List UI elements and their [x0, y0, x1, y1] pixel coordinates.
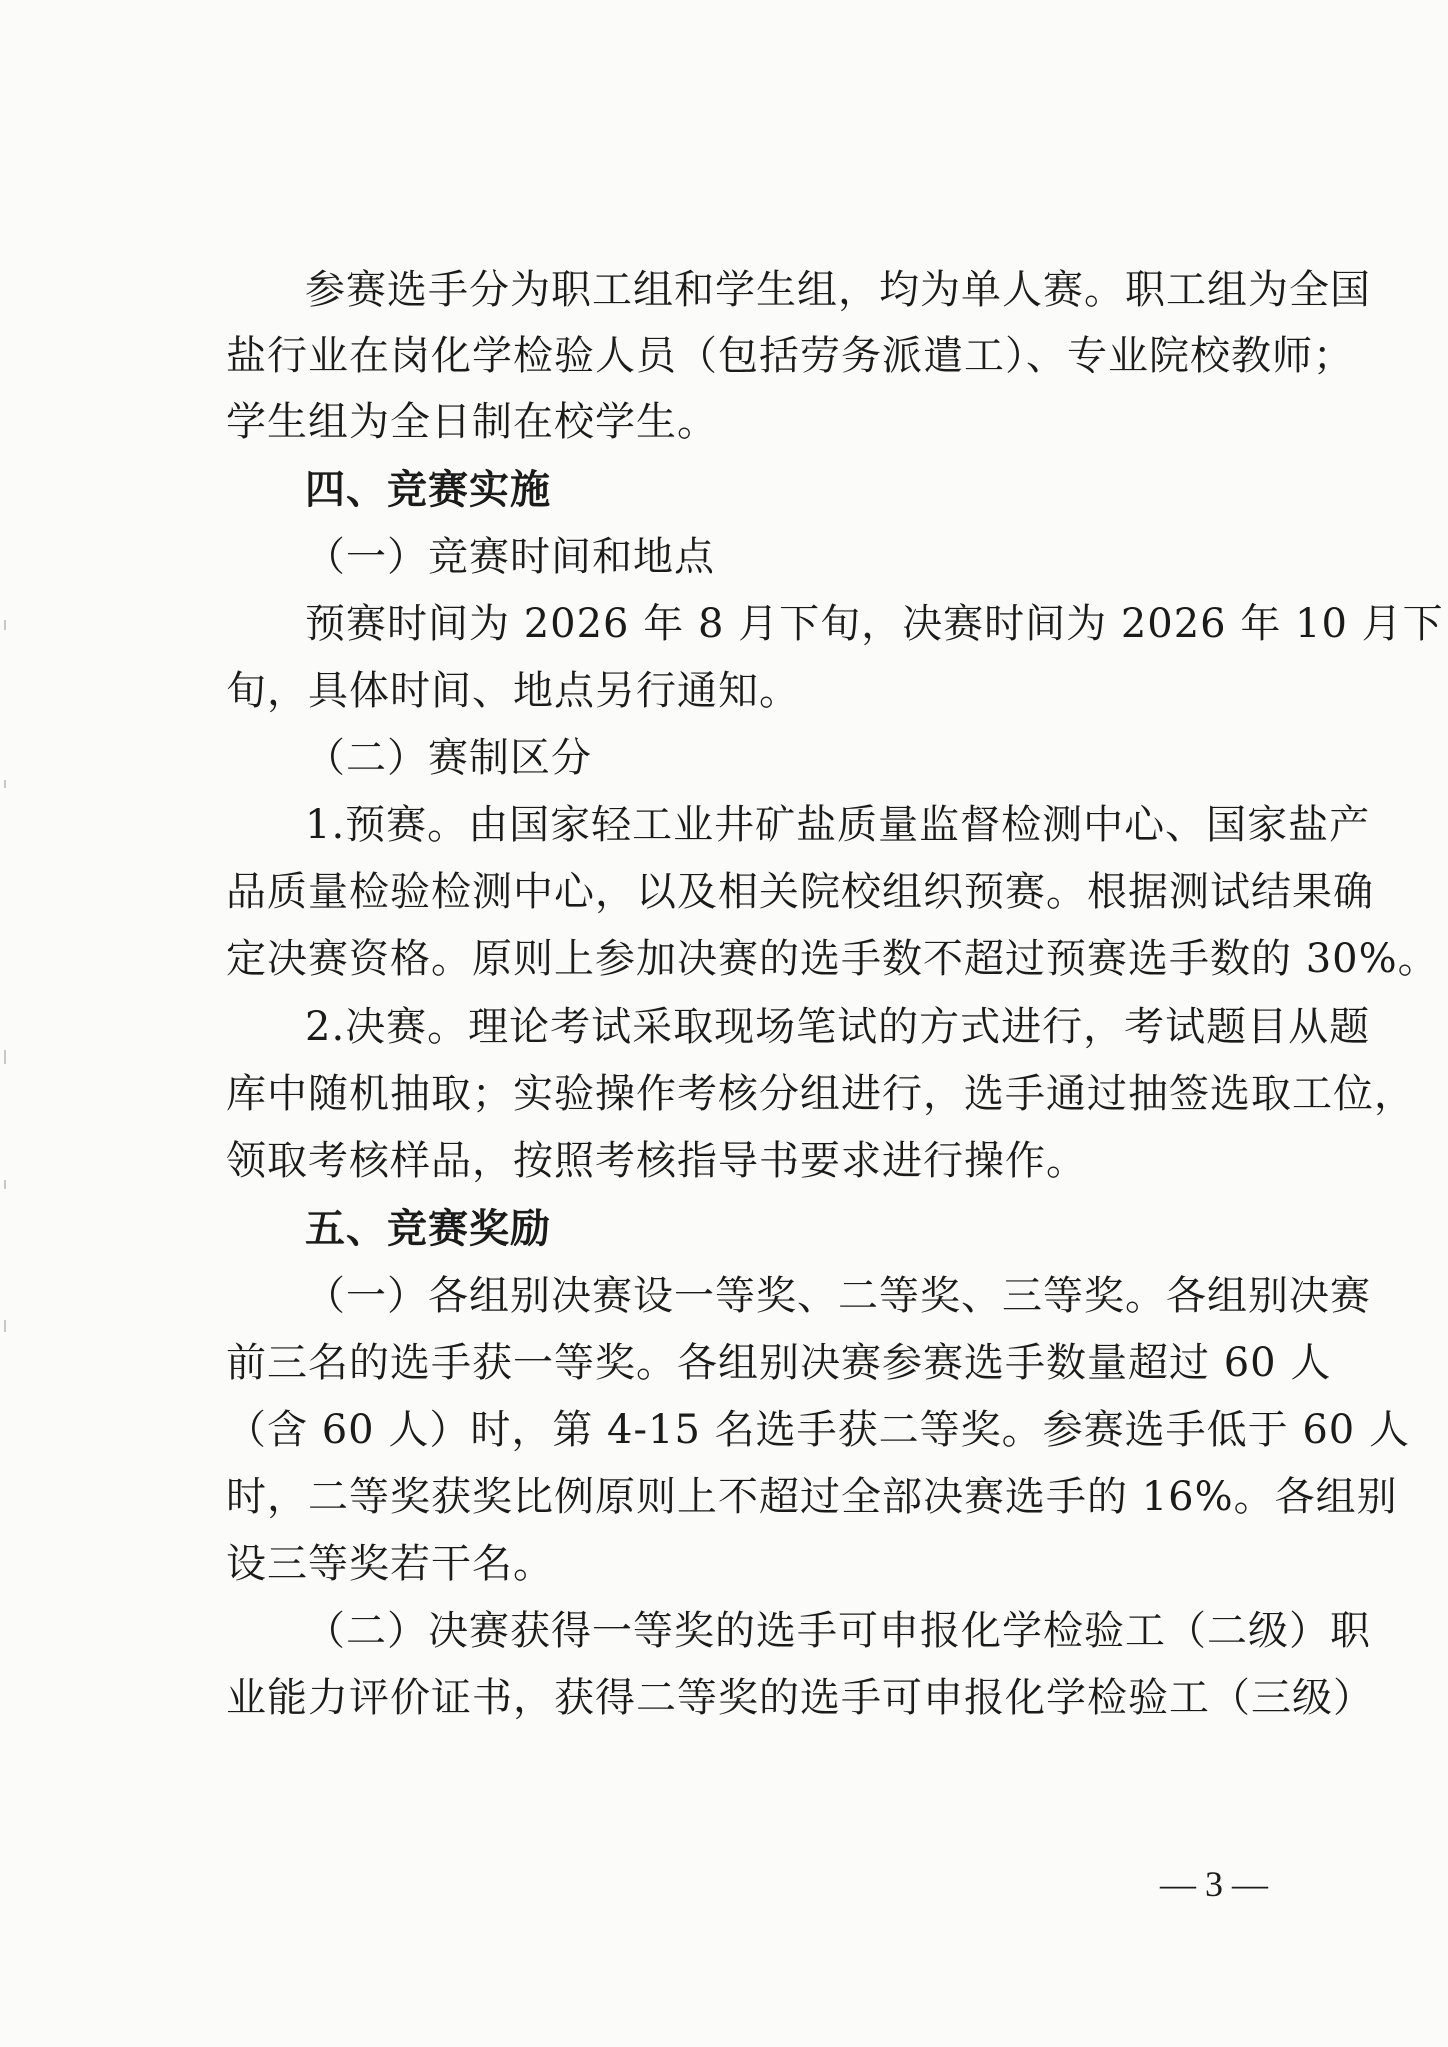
paragraph-line: 2.决赛。理论考试采取现场笔试的方式进行，考试题目从题: [305, 1004, 1371, 1050]
paragraph-line: （一）各组别决赛设一等奖、二等奖、三等奖。各组别决赛: [305, 1273, 1371, 1319]
paragraph-line: 预赛时间为 2026 年 8 月下旬，决赛时间为 2026 年 10 月下: [305, 601, 1444, 647]
paragraph-line: 领取考核样品，按照考核指导书要求进行操作。: [226, 1138, 1087, 1184]
paragraph-line: 定决赛资格。原则上参加决赛的选手数不超过预赛选手数的 30%。: [226, 936, 1439, 982]
paragraph-line: 设三等奖若干名。: [226, 1541, 554, 1587]
paragraph-line: 旬，具体时间、地点另行通知。: [226, 668, 800, 714]
paragraph-line: 业能力评价证书，获得二等奖的选手可申报化学检验工（三级）: [226, 1675, 1374, 1721]
paragraph-line: 参赛选手分为职工组和学生组，均为单人赛。职工组为全国: [305, 267, 1371, 313]
paragraph-line: 学生组为全日制在校学生。: [226, 399, 718, 445]
paragraph-line: 时，二等奖获奖比例原则上不超过全部决赛选手的 16%。各组别: [226, 1474, 1398, 1520]
section-heading: 四、竞赛实施: [305, 467, 551, 513]
paragraph-line: 前三名的选手获一等奖。各组别决赛参赛选手数量超过 60 人: [226, 1340, 1332, 1386]
section-heading: 五、竞赛奖励: [305, 1206, 551, 1252]
paragraph-line: 1.预赛。由国家轻工业井矿盐质量监督检测中心、国家盐产: [305, 802, 1371, 848]
paragraph-line: （含 60 人）时，第 4-15 名选手获二等奖。参赛选手低于 60 人: [226, 1407, 1410, 1453]
paragraph-line: （二）决赛获得一等奖的选手可申报化学检验工（二级）职: [305, 1608, 1371, 1654]
paragraph-line: 品质量检验检测中心，以及相关院校组织预赛。根据测试结果确: [226, 869, 1374, 915]
scan-edge-specks: [4, 620, 8, 1340]
paragraph-line: 库中随机抽取；实验操作考核分组进行，选手通过抽签选取工位，: [226, 1071, 1415, 1117]
subsection-heading: （二）赛制区分: [305, 735, 592, 781]
subsection-heading: （一）竞赛时间和地点: [305, 534, 715, 580]
paragraph-line: 盐行业在岗化学检验人员（包括劳务派遣工）、专业院校教师；: [226, 333, 1354, 379]
page-number: — 3 —: [1160, 1864, 1268, 1904]
